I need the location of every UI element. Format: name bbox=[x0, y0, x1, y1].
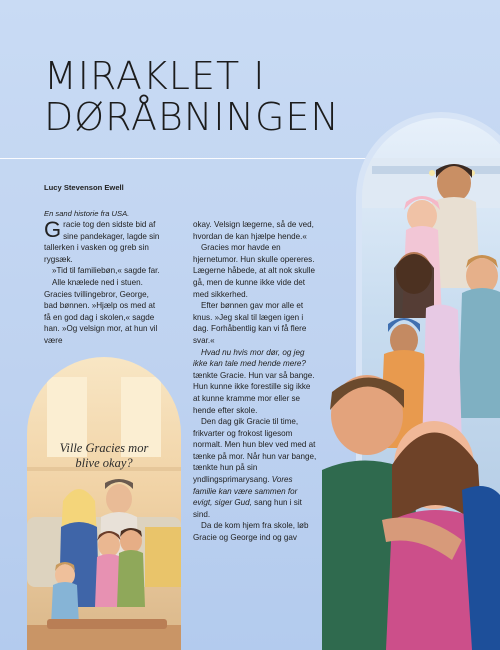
text-column-1 bbox=[44, 219, 162, 347]
paragraph: Efter bønnen gav mor alle et knus. »Jeg skal til lægen igen i dag. Forhåbentlig kan vi få flere svar.« bbox=[193, 301, 307, 345]
paragraph: Da de kom hjem fra skole, løb Gracie og George ind og gav bbox=[193, 521, 309, 543]
song-lyric: Vores familie kan være sammen for evigt, siger Gud, bbox=[193, 475, 298, 508]
title-divider bbox=[0, 158, 392, 159]
paragraph: okay. Velsign lægerne, så de ved, hvordan de kan hjælpe hende.« bbox=[193, 220, 314, 241]
paragraph: Den dag gik Gracie til time, frikvarter og frokost ligesom normalt. Men hun blev ved med at tænke på mor. Når hun var bange, tænkte hun på sin yndlingsprimarysang. Vores familie kan være sammen for evigt, siger Gud, sang hun i sit sind. bbox=[193, 417, 317, 519]
paragraph: Alle knælede ned i stuen. Gracies tvillingebror, George, bad bønnen. »Hjælp os med at få en god dag i skolen,« sagde han. »Og velsign mor, at hun vil være bbox=[44, 277, 158, 345]
illustration-caption: Ville Gracies mor blive okay? bbox=[59, 441, 149, 470]
family-prayer-art bbox=[27, 357, 181, 650]
paragraph: Gracies mor havde en hjernetumor. Hun skulle opereres. Lægerne håbede, at alt nok skulle gå, men de kunne ikke vide det med sikkerhed. bbox=[193, 243, 315, 299]
author-byline: Lucy Stevenson Ewell bbox=[44, 183, 124, 192]
paragraph: Gracie tog den sidste bid af sine pandekager, lagde sin tallerken i vasken og greb sin rygsæk. bbox=[44, 217, 160, 264]
foreground-children-art bbox=[322, 370, 500, 650]
title-line-2: DØRÅBNINGEN bbox=[44, 95, 340, 139]
title-line-1: MIRAKLET I bbox=[44, 54, 266, 98]
paragraph-italic-thought: Hvad nu hvis mor dør, og jeg ikke kan tale med hende mere? tænkte Gracie. Hun var så bange. Hun kunne ikke forestille sig ikke at kunne kramme mor eller se hende efter skole. bbox=[193, 347, 315, 415]
paragraph: »Tid til familiebøn,« sagde far. bbox=[52, 266, 160, 276]
drop-cap: G bbox=[44, 217, 62, 242]
text-column-2 bbox=[193, 219, 318, 544]
family-prayer-illustration bbox=[27, 357, 181, 650]
article-intro: En sand historie fra USA. bbox=[44, 209, 130, 218]
article-title bbox=[44, 56, 374, 138]
